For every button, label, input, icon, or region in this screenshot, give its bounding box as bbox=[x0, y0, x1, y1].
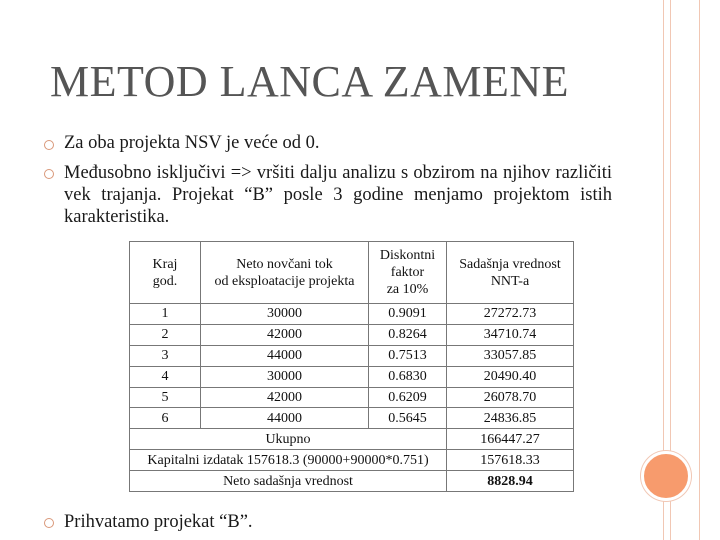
table-row bbox=[130, 304, 574, 325]
cell-factor: 0.8264 bbox=[369, 324, 447, 345]
cell-flow: 44000 bbox=[201, 408, 369, 429]
slide-title: METOD LANCA ZAMENE bbox=[50, 57, 570, 106]
bullet-marker-3 bbox=[44, 518, 54, 528]
cell-factor: 0.9091 bbox=[369, 304, 447, 325]
cell-factor: 0.7513 bbox=[369, 345, 447, 366]
bullet-marker-2 bbox=[44, 169, 54, 179]
total-value: 166447.27 bbox=[447, 429, 574, 450]
npv-label: Neto sadašnja vrednost bbox=[130, 471, 447, 492]
cell-flow: 30000 bbox=[201, 304, 369, 325]
table-row bbox=[130, 324, 574, 345]
cell-pv: 26078.70 bbox=[447, 387, 574, 408]
decor-line-right bbox=[699, 0, 700, 540]
cell-year: 6 bbox=[130, 408, 201, 429]
table-row bbox=[130, 366, 574, 387]
cell-flow: 30000 bbox=[201, 366, 369, 387]
cell-pv: 33057.85 bbox=[447, 345, 574, 366]
table-row bbox=[130, 387, 574, 408]
header-cash-flow: Neto novčani tok od eksploatacije projekta bbox=[201, 242, 369, 304]
cell-pv: 34710.74 bbox=[447, 324, 574, 345]
bullet-text-3: Prihvatamo projekat “B”. bbox=[64, 512, 253, 532]
table-row bbox=[130, 408, 574, 429]
capex-label: Kapitalni izdatak 157618.3 (90000+90000*0.751) bbox=[130, 450, 447, 471]
cell-year: 5 bbox=[130, 387, 201, 408]
capex-row bbox=[130, 450, 574, 471]
cell-flow: 44000 bbox=[201, 345, 369, 366]
capex-value: 157618.33 bbox=[447, 450, 574, 471]
table-header-row bbox=[130, 242, 574, 304]
bullet-marker-1 bbox=[44, 140, 54, 150]
cell-flow: 42000 bbox=[201, 324, 369, 345]
header-present-value: Sadašnja vrednost NNT-a bbox=[447, 242, 574, 304]
decor-circle bbox=[641, 451, 691, 501]
cell-pv: 20490.40 bbox=[447, 366, 574, 387]
cell-factor: 0.6830 bbox=[369, 366, 447, 387]
npv-row bbox=[130, 471, 574, 492]
cell-year: 2 bbox=[130, 324, 201, 345]
bullet-text-1: Za oba projekta NSV je veće od 0. bbox=[64, 133, 320, 153]
header-year: Kraj god. bbox=[130, 242, 201, 304]
npv-table bbox=[129, 241, 573, 492]
cell-pv: 27272.73 bbox=[447, 304, 574, 325]
total-row bbox=[130, 429, 574, 450]
cell-factor: 0.5645 bbox=[369, 408, 447, 429]
total-label: Ukupno bbox=[130, 429, 447, 450]
cell-flow: 42000 bbox=[201, 387, 369, 408]
npv-value: 8828.94 bbox=[447, 471, 574, 492]
cell-factor: 0.6209 bbox=[369, 387, 447, 408]
bullet-text-2: Međusobno isključivi => vršiti dalju analizu s obzirom na njihov različiti vek trajanja. Projekat “B” posle 3 godine menjamo projektom istih karakteristika. bbox=[64, 163, 612, 227]
header-discount-factor: Diskontni faktor za 10% bbox=[369, 242, 447, 304]
cell-year: 3 bbox=[130, 345, 201, 366]
cell-year: 1 bbox=[130, 304, 201, 325]
cell-year: 4 bbox=[130, 366, 201, 387]
cell-pv: 24836.85 bbox=[447, 408, 574, 429]
table-row bbox=[130, 345, 574, 366]
